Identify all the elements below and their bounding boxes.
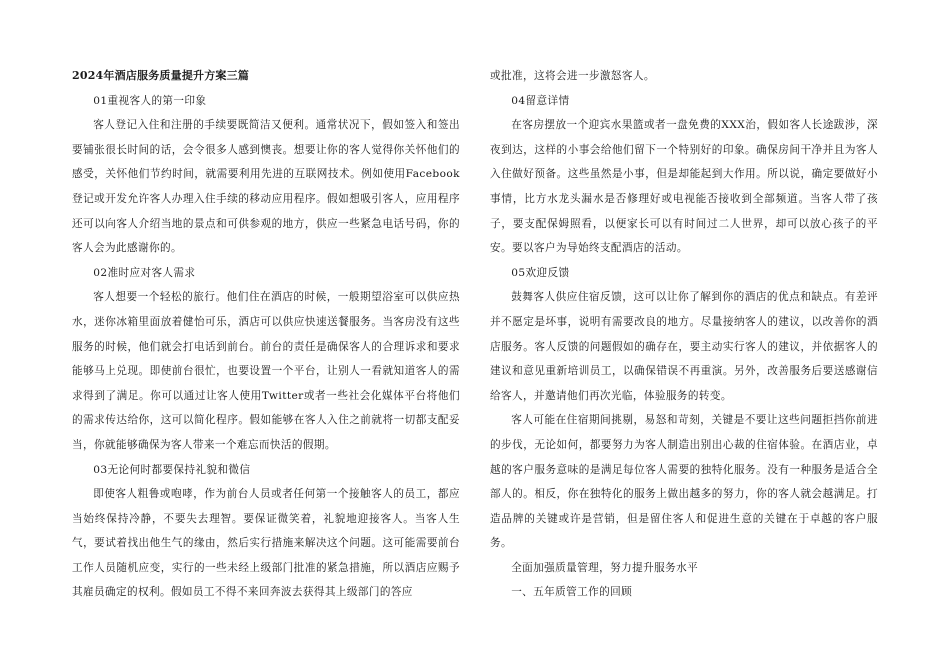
right-column-body [490,64,878,605]
section-heading: 全面加强质量管理，努力提升服务水平 [511,561,699,574]
section-heading: 03无论何时都要保持礼貌和微信 [93,463,251,476]
paragraph-continuation: 或批准，这将会进一步激怒客人。 [490,70,655,82]
section-heading: 02准时应对客人需求 [93,266,196,279]
body-paragraph: 客人可能在住宿期间挑剔，易怒和苛刻，关键是不要让这些问题拒挡你前进的步伐，无论如何，都要努力为客人制造出别出心裁的住宿体验。在酒店业，卓越的客户服务意味的是满足每位客人需要的独特化服务。没有一种服务是适合全部人的。相反，你在独特化的服务上做出越多的努力，你的客人就会越满足。打造品牌的关键或许是营销，但是留住客人和促进生意的关键在于卓越的客户服务。 [490,414,878,550]
right-column [490,64,878,605]
section-heading: 01重视客人的第一印象 [93,94,207,107]
section-heading: 04留意详情 [511,94,570,107]
section-heading: 一、五年质管工作的回顾 [511,586,633,599]
document-title: 2024年酒店服务质量提升方案三篇 [72,69,250,82]
body-paragraph: 客人登记入住和注册的手续要既简洁又便利。通常状况下，假如签入和签出要铺张很长时间的话，会令很多人感到懊丧。想要让你的客人觉得你关怀他们的感受，关怀他们节约时间，就需要利用先进的互联网技术。例如使用Facebook登记或开发允许客人办理入住手续的移动应用程序。假如想吸引客人，应用程序还可以向客人介绍当地的景点和可供参观的地方，供应一些紧急电话号码，你的客人会为此感谢你的。 [72,119,460,255]
section-heading: 05欢迎反馈 [511,266,570,279]
body-paragraph: 即使客人粗鲁或咆哮，作为前台人员或者任何第一个接触客人的员工，都应当始终保持冷静，不要失去理智。要保证微笑着，礼貌地迎接客人。当客人生气，要试着找出他生气的缘由，然后实行措施来解决这个问题。这可能需要前台工作人员随机应变，实行的一些未经上级部门批准的紧急措施，所以酒店应赐予其雇员确定的权利。假如员工不得不来回奔波去获得其上级部门的答应 [72,488,460,599]
body-paragraph: 在客房摆放一个迎宾水果篮或者一盘免费的XXX治，假如客人长途跋涉，深夜到达，这样的小事会给他们留下一个特别好的印象。确保房间干净并且为客人入住做好预备。这些虽然是小事，但是却能起到大作用。所以说，确定要做好小事情，比方水龙头漏水是否修理好或电视能否接收到全部频道。当客人带了孩子，要支配保姆照看，以便家长可以有时间过二人世界，却可以放心孩子的平安。要以客户为导始终支配酒店的活动。 [490,119,878,255]
body-paragraph: 客人想要一个轻松的旅行。他们住在酒店的时候，一般期望浴室可以供应热水，迷你冰箱里面放着健怡可乐，酒店可以供应快速送餐服务。当客房没有这些服务的时候，他们就会打电话到前台。前台的责任是确保客人的合理诉求和要求能够马上兑现。即使前台很忙，也要设置一个平台，让别人一看就知道客人的需求得到了满足。你可以通过让客人使用Twitter或者一些社会化媒体平台将他们的需求传达给你，这可以简化程序。假如能够在客人入住之前就将一切都支配妥当，你就能够确保为客人带来一个难忘而快活的假期。 [72,291,460,451]
body-paragraph: 鼓舞客人供应住宿反馈，这可以让你了解到你的酒店的优点和缺点。有差评并不愿定是坏事，说明有需要改良的地方。尽量接纳客人的建议，以改善你的酒店服务。客人反馈的问题假如的确存在，要主动实行客人的建议，并依据客人的建议和意见重新培训员工，以确保错误不再重演。另外，改善服务后要送感谢信给客人，并邀请他们再次光临，体验服务的转变。 [490,291,878,402]
left-column-body [72,89,460,605]
left-column [72,64,460,605]
